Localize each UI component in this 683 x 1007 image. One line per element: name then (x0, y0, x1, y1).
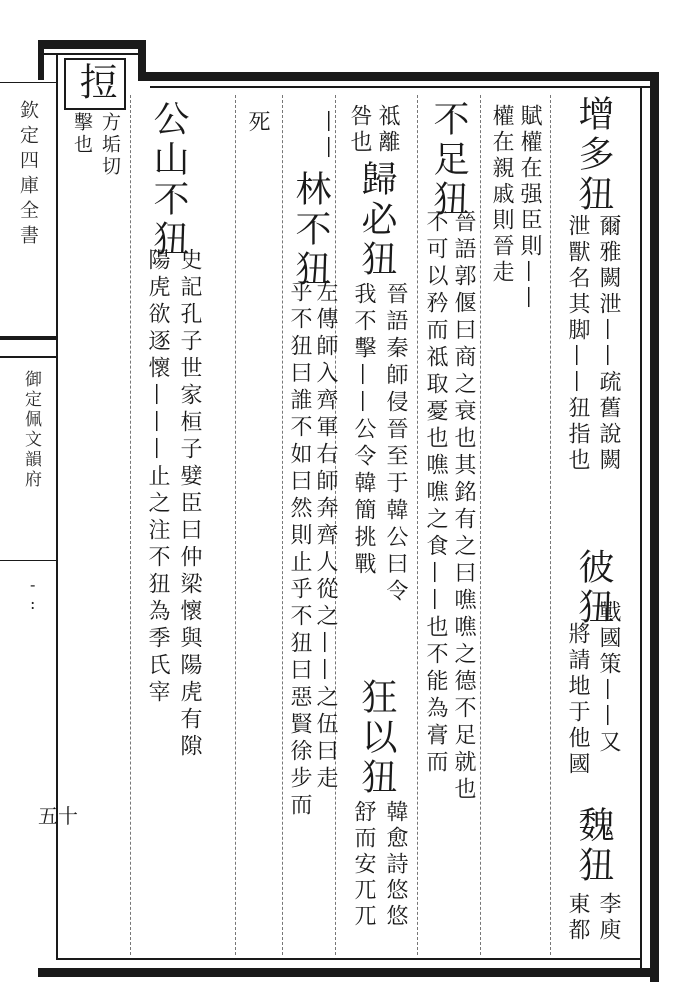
citation-zuozhuan-cont: 乎不狃曰誰不如曰然則止乎不狃曰惡賢徐步而 (287, 280, 312, 820)
term-lin-bu-niu: 林不狃 (290, 170, 331, 290)
frame-left-thick (38, 40, 44, 80)
citation-zhanguoce: 戰國策——又 (596, 600, 621, 756)
column-separator (282, 95, 284, 955)
citation-hanyu: 韓愈詩悠悠 (383, 800, 408, 930)
head-character: 𢭃 (73, 62, 117, 100)
term-gui-bi-niu: 歸必狃 (356, 160, 397, 280)
frame-bottom-thin (56, 958, 642, 960)
margin-divider-top (0, 82, 56, 83)
column-separator (235, 95, 237, 955)
frame-top-thin-right (150, 86, 658, 88)
term-zeng-duo-niu: 增多狃 (573, 95, 614, 215)
author-li-geng: 李庾 (596, 892, 621, 944)
head-gloss: 擊也 (71, 112, 93, 156)
citation-jinyu-guoyan: 晉語郭偃曰商之衰也其銘有之曰噍噍之德不足就也 (451, 210, 476, 804)
term-gongshan-bu-niu: 公山不狃 (148, 100, 189, 260)
citation-qili: 祗離 (375, 104, 400, 156)
term-kuang-yi-niu: 狂以狃 (356, 678, 397, 798)
page-number: 五十 (38, 804, 78, 828)
citation-hanyu-cont: 舒而安兀兀 (351, 800, 376, 930)
column-separator (550, 95, 552, 955)
dash-marks: —— (317, 110, 342, 162)
citation-jiuye: 咎也 (347, 104, 372, 156)
frame-top-thick (38, 40, 138, 49)
term-wei-niu: 魏狃 (573, 806, 614, 886)
column-separator (480, 95, 482, 955)
margin-divider-mid2 (0, 356, 56, 358)
citation-jinyu-qin-cont: 我不擊——公令韓簡挑戰 (351, 282, 376, 579)
book-title: 御定佩文韻府 (21, 370, 41, 490)
citation-fu-cont: 權在親戚則晉走 (489, 104, 514, 286)
column-separator (417, 95, 419, 955)
frame-step-vertical (138, 40, 146, 81)
column-separator (130, 95, 132, 955)
term-bi-niu: 彼狃 (573, 548, 614, 628)
citation-shiji: 史記孔子世家桓子嬖臣曰仲梁懷與陽虎有隙 (177, 248, 202, 761)
citation-si: 死 (245, 110, 270, 136)
frame-top-thin-left (38, 53, 138, 55)
citation-zhanguoce-cont: 將請地于他國 (565, 622, 590, 778)
frame-right-thick (650, 72, 659, 982)
citation-zuozhuan: 左傳師入齊軍右師奔齊人從之——之伍曰走 (313, 280, 338, 793)
citation-erya-cont: 泄獸名其脚——狃指也 (565, 214, 590, 474)
citation-jinyu-qin: 晉語秦師侵晉至于韓公曰令 (383, 282, 408, 606)
title-dongdu: 東都 (565, 892, 590, 944)
margin-divider-mid (0, 336, 56, 340)
citation-erya: 爾雅闕泄——疏舊說闕 (596, 214, 621, 474)
head-fanqie: 方垢切 (99, 112, 121, 178)
margin-marks: - : (30, 575, 36, 613)
frame-bottom-thick (38, 968, 659, 977)
frame-right-thin (640, 86, 642, 970)
frame-top-thick-right (138, 72, 658, 81)
citation-shiji-cont: 陽虎欲逐懷———止之注不狃為季氏宰 (145, 248, 170, 707)
margin-divider-low (0, 560, 56, 561)
citation-jinyu-guoyan-cont: 不可以矜而祗取憂也噍噍之食——也不能為膏而 (423, 210, 448, 777)
citation-fu: 賦權在强臣則—— (517, 104, 542, 312)
term-bu-zu-niu: 不足狃 (428, 100, 469, 220)
collection-title: 欽定四庫全書 (17, 100, 39, 250)
